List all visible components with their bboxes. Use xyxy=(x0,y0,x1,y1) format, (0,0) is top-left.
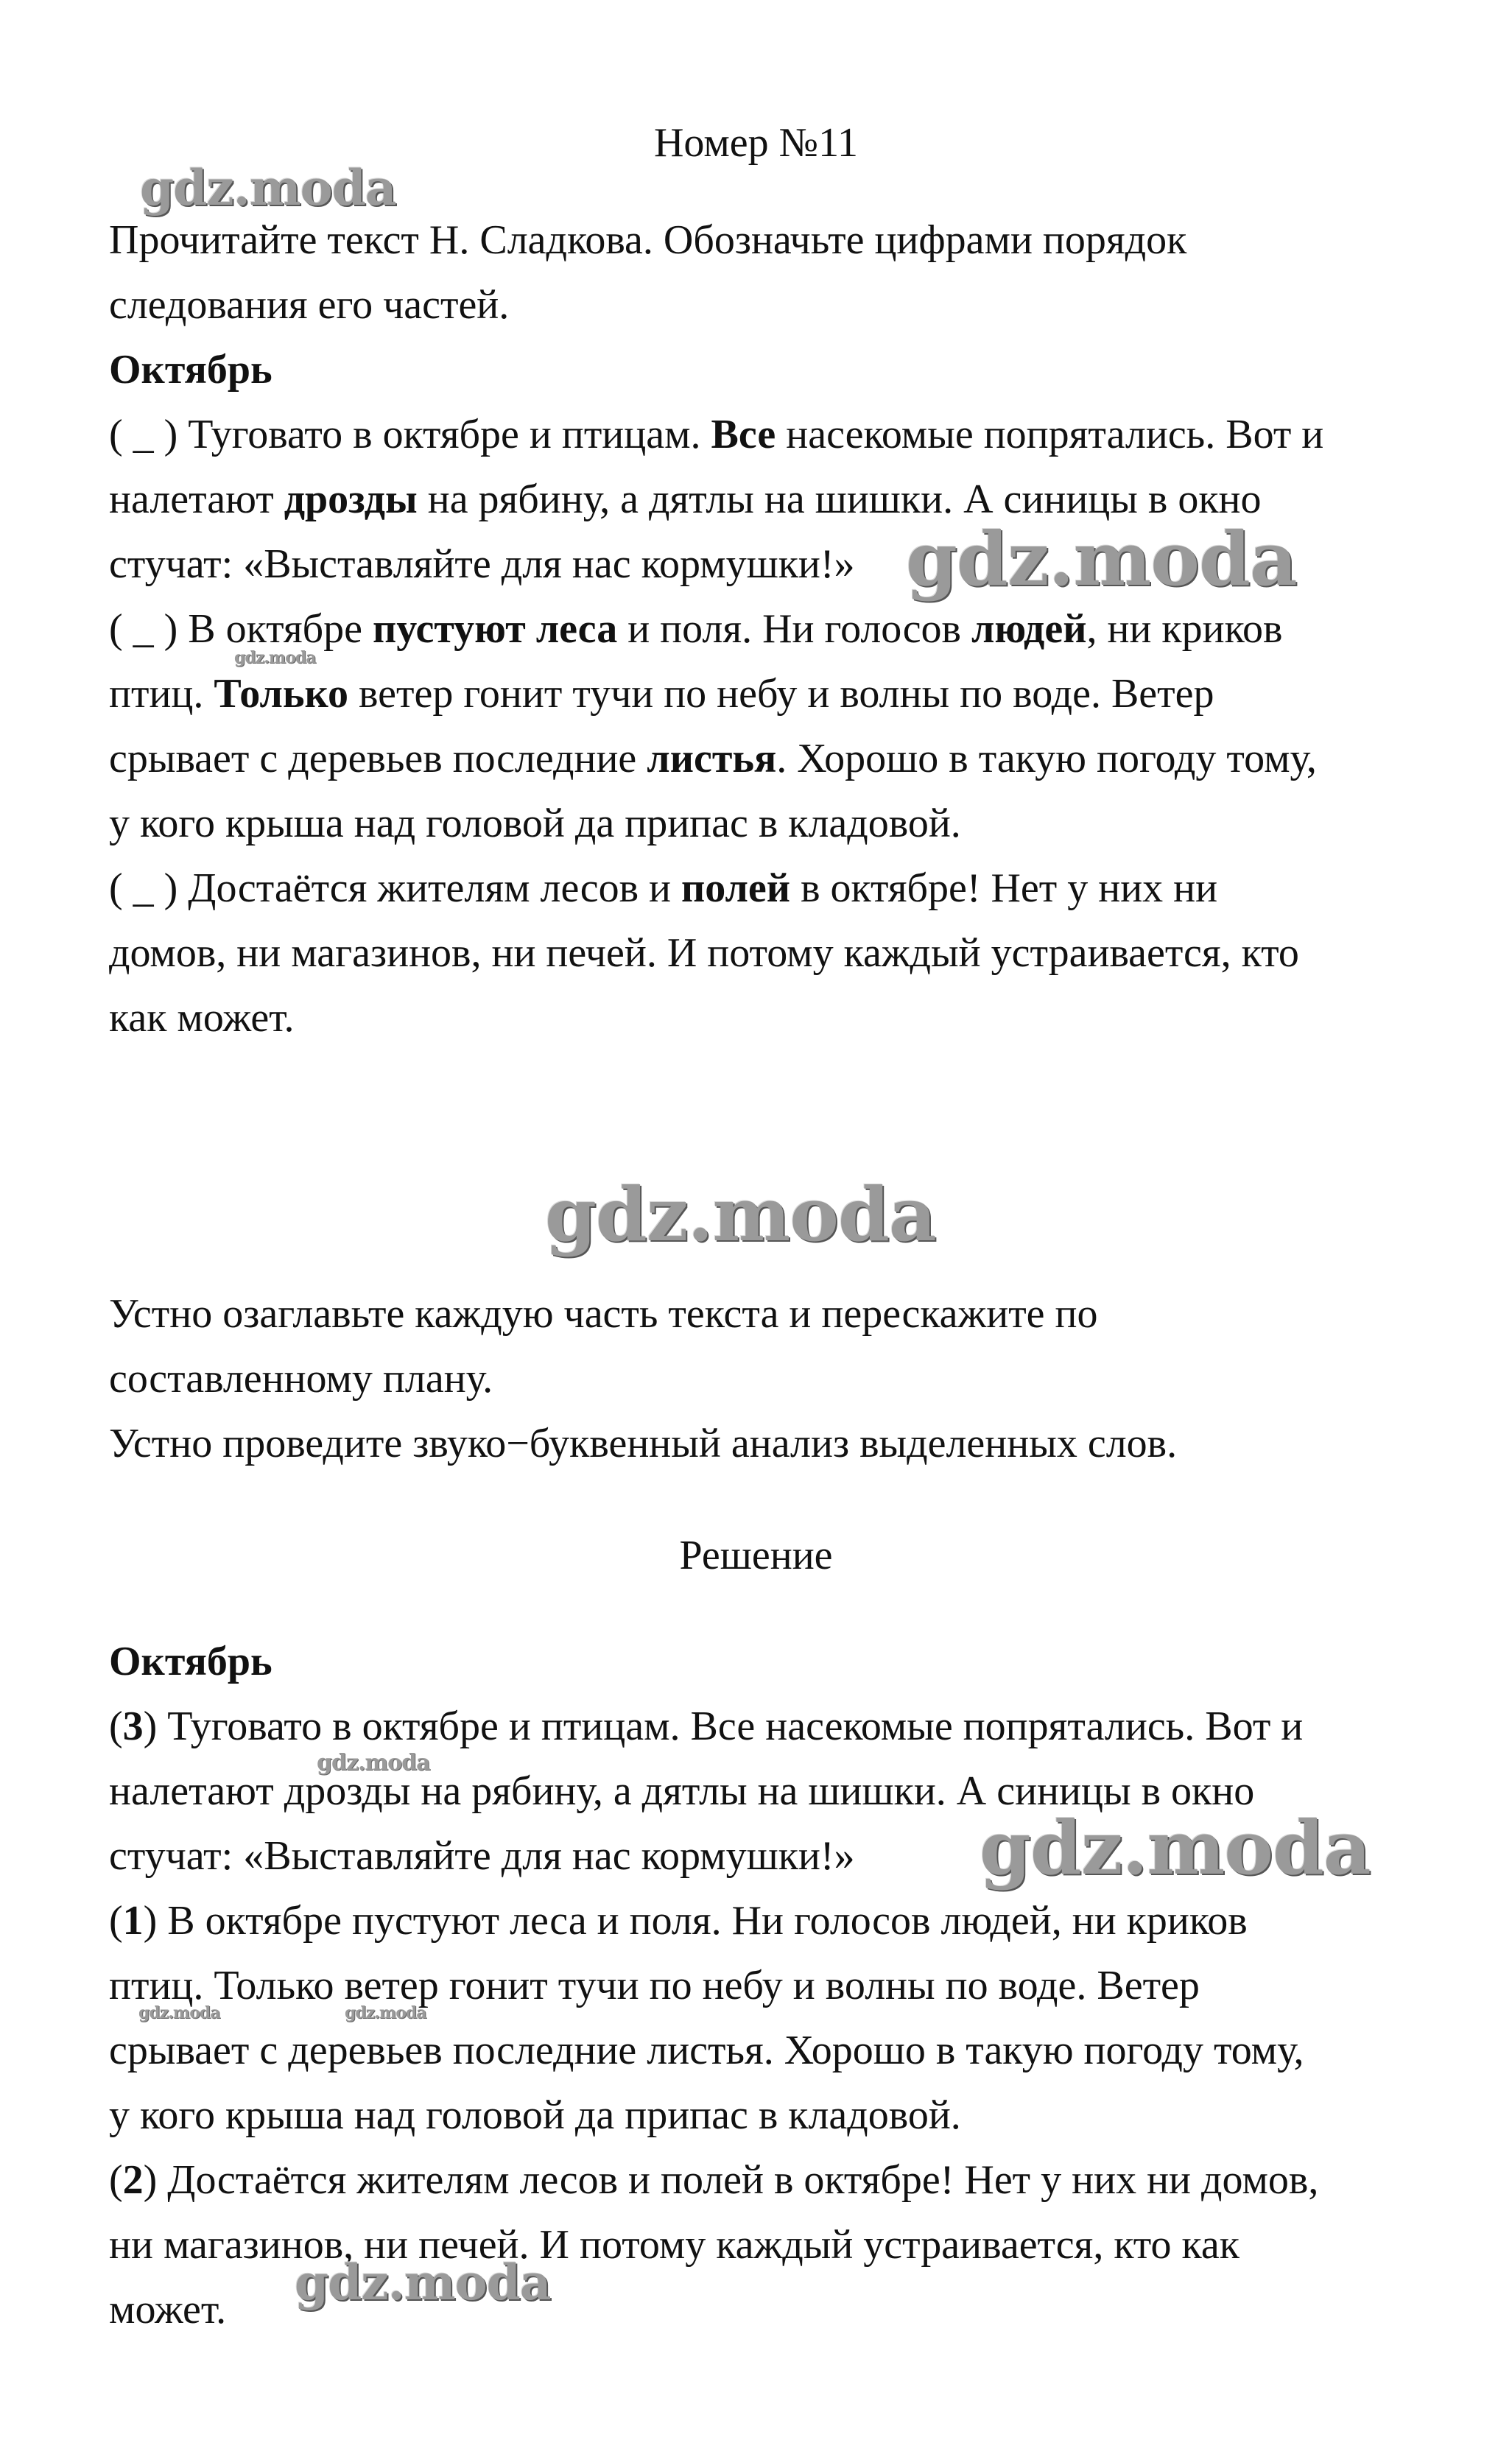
watermark: gdz.moda xyxy=(980,1804,1371,1891)
task-paragraph-1-line: стучат: «Выставляйте для нас кормушки!» xyxy=(109,541,855,587)
solution-paragraph-2-line: птиц. Только ветер гонит тучи по небу и волны по воде. Ветер xyxy=(109,1963,1200,2008)
watermark: gdz.moda xyxy=(234,648,316,667)
watermark: gdz.moda xyxy=(295,2254,551,2311)
solution-paragraph-2-line: (1) В октябре пустуют леса и поля. Ни голосов людей, ни криков xyxy=(109,1898,1248,1944)
oral-instruction-line: Устно проведите звуко−буквенный анализ выделенных слов. xyxy=(109,1421,1178,1466)
watermark: gdz.moda xyxy=(345,2003,426,2022)
task-section xyxy=(109,208,1435,1050)
oral-instruction-line: Устно озаглавьте каждую часть текста и перескажите по xyxy=(109,1291,1098,1337)
task-heading: Октябрь xyxy=(109,347,272,393)
task-paragraph-3-line: ( _ ) Достаётся жителям лесов и полей в октябре! Нет у них ни xyxy=(109,865,1218,911)
task-paragraph-1-line: налетают дрозды на рябину, а дятлы на шишки. А синицы в окно xyxy=(109,477,1262,522)
solution-paragraph-1-line: налетают дрозды на рябину, а дятлы на шишки. А синицы в окно xyxy=(109,1768,1255,1814)
task-paragraph-2-line: у кого крыша над головой да припас в кладовой. xyxy=(109,801,961,846)
solution-label: Решение xyxy=(679,1533,833,1578)
solution-paragraph-2-line: у кого крыша над головой да припас в кладовой. xyxy=(109,2092,961,2138)
solution-paragraph-3-line: может. xyxy=(109,2287,227,2332)
task-paragraph-3-line: домов, ни магазинов, ни печей. И потому каждый устраивается, кто xyxy=(109,930,1299,976)
task-paragraph-1-line: ( _ ) Туговато в октябре и птицам. Все насекомые попрятались. Вот и xyxy=(109,412,1324,457)
task-paragraph-2-line: срывает с деревьев последние листья. Хорошо в такую погоду тому, xyxy=(109,736,1317,781)
watermark: gdz.moda xyxy=(906,516,1297,602)
task-paragraph-3-line: как может. xyxy=(109,995,295,1041)
solution-section xyxy=(109,1629,1435,2342)
oral-instruction-line: составленному плану. xyxy=(109,1356,493,1402)
solution-paragraph-2-line: срывает с деревьев последние листья. Хорошо в такую погоду тому, xyxy=(109,2028,1304,2073)
watermark: gdz.moda xyxy=(317,1750,430,1776)
oral-instructions xyxy=(109,1282,1435,1476)
solution-paragraph-3-line: ни магазинов, ни печей. И потому каждый устраивается, кто как xyxy=(109,2222,1240,2268)
watermark: gdz.moda xyxy=(140,159,396,217)
task-paragraph-2-line: птиц. Только ветер гонит тучи по небу и волны по воде. Ветер xyxy=(109,671,1214,717)
task-paragraph-2-line: ( _ ) В октябре пустуют леса и поля. Ни голосов людей, ни криков xyxy=(109,606,1283,652)
solution-paragraph-1-line: стучат: «Выставляйте для нас кормушки!» xyxy=(109,1833,855,1879)
watermark: gdz.moda xyxy=(545,1171,936,1258)
solution-paragraph-1-line: (3) Туговато в октябре и птицам. Все насекомые попрятались. Вот и xyxy=(109,1704,1304,1749)
solution-heading: Октябрь xyxy=(109,1639,272,1684)
watermark: gdz.moda xyxy=(138,2003,220,2022)
instruction-line: следования его частей. xyxy=(109,282,510,328)
solution-paragraph-3-line: (2) Достаётся жителям лесов и полей в октябре! Нет у них ни домов, xyxy=(109,2157,1319,2203)
page-title: Номер №11 xyxy=(653,120,859,166)
instruction-line: Прочитайте текст Н. Сладкова. Обозначьте цифрами порядок xyxy=(109,217,1187,263)
